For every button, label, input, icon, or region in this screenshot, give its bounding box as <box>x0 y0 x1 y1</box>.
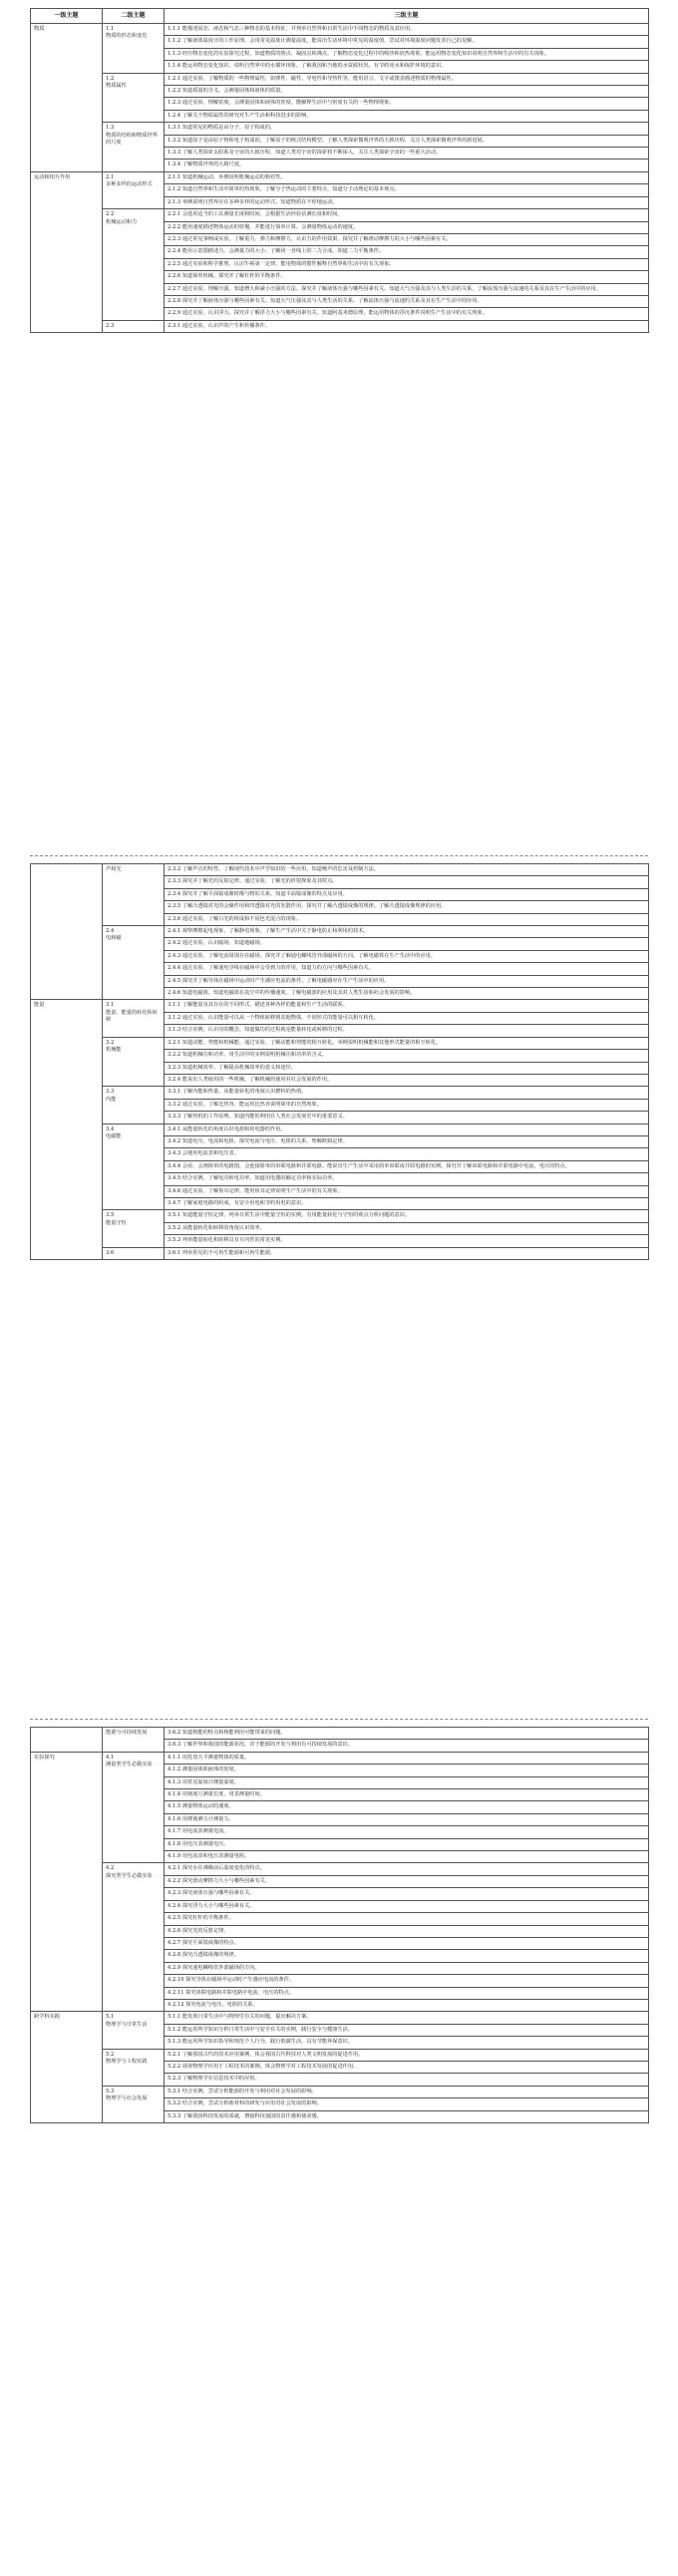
table-header-row <box>31 9 649 24</box>
level-3-topic-cell: 3.4.7 了解家庭电路的组成，有安全用电和节约用电的意识。 <box>165 1197 649 1209</box>
level-3-topic-cell: 4.1.4 用刻度尺测量长度，用表测量时间。 <box>165 1789 649 1801</box>
level-3-topic-cell: 3.2.2 知道机械功和功率。用生活中的实例说明机械功和功率的含义。 <box>165 1050 649 1062</box>
level-3-topic-cell: 4.1.3 用常见温度计测量温度。 <box>165 1776 649 1788</box>
level-1-topic-cell: 跨学科实践 <box>31 2012 103 2123</box>
level-3-topic-cell: 2.3.2 了解声音的特性。了解现代技术中声学知识的一些应用。知道噪声的危害及控制方法。 <box>165 864 649 876</box>
level-2-topic-cell: 5.3 物理学与社会发展 <box>103 2086 165 2122</box>
table-row <box>31 1728 649 1740</box>
header-level-1: 一级主题 <box>31 9 103 24</box>
level-3-topic-cell: 1.1.3 经历物态变化的实验探究过程，知道物质的熔点、凝固点和沸点，了解物态变化过程中的吸热和放热现象。能运用物态变化知识说明自然界和生活中的有关现象。 <box>165 48 649 60</box>
level-3-topic-cell: 4.2.5 探究杠杆的平衡条件。 <box>165 1913 649 1925</box>
table-row <box>31 1087 649 1099</box>
table-row <box>31 1037 649 1049</box>
level-3-topic-cell: 2.1.3 举例说明自然界存在多种多样的运动形式。知道物质在不停地运动。 <box>165 196 649 208</box>
level-3-topic-cell: 3.4.3 会使用电流表和电压表。 <box>165 1148 649 1160</box>
table-row <box>31 1752 649 1764</box>
table-row <box>31 123 649 135</box>
table-row <box>31 209 649 221</box>
table-segment-2 <box>30 863 648 1260</box>
level-3-topic-cell: 3.2.4 能说出人类使用的一些机械。了解机械的使用对社会发展的作用。 <box>165 1074 649 1086</box>
table-row <box>31 171 649 183</box>
level-3-topic-cell: 2.3.1 通过实验，认识声的产生和传播条件。 <box>165 320 649 332</box>
level-3-topic-cell: 2.4.4 通过实验，了解通电导线在磁场中会受到力的作用，知道力的方向与哪些因素有关。 <box>165 963 649 975</box>
level-3-topic-cell: 3.4.6 通过实验，了解焦耳定律。能用焦耳定律说明生产生活中的有关现象。 <box>165 1185 649 1197</box>
level-3-topic-cell: 4.1.8 用电压表测量电压。 <box>165 1838 649 1850</box>
level-3-topic-cell: 4.2.9 探究通电螺线管外部磁场的方向。 <box>165 1962 649 1974</box>
level-3-topic-cell: 2.1.1 知道机械运动，举例说明机械运动的相对性。 <box>165 171 649 183</box>
level-2-topic-cell: 2.1 多种多样的运动形式 <box>103 171 165 208</box>
level-3-topic-cell: 3.5.3 列举能量转化和转移具有方向性的常见实例。 <box>165 1235 649 1247</box>
level-3-topic-cell: 2.2.4 能用示意图描述力。会测量力的大小。了解同一直线上的二力合成。知道二力平衡条件。 <box>165 246 649 258</box>
level-3-topic-cell: 5.3.2 结合实例，尝试分析新材料的研发与应用对社会发展的影响。 <box>165 2098 649 2110</box>
level-3-topic-cell: 1.3.2 知道原子是由原子核和电子构成的，了解原子的核式结构模型。了解人类探索微观世界的大致历程，关注人类探索微观世界的新进展。 <box>165 135 649 147</box>
level-3-topic-cell: 3.3.1 了解内能和热量。从能量转化的角度认识燃料的热值。 <box>165 1087 649 1099</box>
level-3-topic-cell: 2.2.6 知道简单机械。探究并了解杠杆的平衡条件。 <box>165 271 649 283</box>
level-2-topic-cell: 2.4 电和磁 <box>103 926 165 1000</box>
level-1-topic-cell: 实验探究 <box>31 1752 103 2012</box>
level-3-topic-cell: 1.3.4 了解物质世界的大致尺度。 <box>165 160 649 171</box>
level-3-topic-cell: 1.2.2 知道质量的含义。会测量固体和液体的质量。 <box>165 86 649 98</box>
level-3-topic-cell: 4.2.12 探究电流与电压、电阻的关系。 <box>165 1999 649 2011</box>
level-3-topic-cell: 4.2.2 探究滑动摩擦力大小与哪些因素有关。 <box>165 1875 649 1887</box>
level-3-topic-cell: 3.2.1 知道动能、势能和机械能。通过实验，了解动能和势能的相互转化。举例说明机械能和其他形式能量的相互转化。 <box>165 1037 649 1049</box>
level-2-topic-cell: 4.1 测量类学生必做实验 <box>103 1752 165 1863</box>
level-2-topic-cell: 3.5 能量守恒 <box>103 1210 165 1247</box>
level-3-topic-cell: 2.2.8 探究并了解液体压强与哪些因素有关。知道大气压强及其与人类生活的关系。了解流体压强与流速的关系及其在生产生活中的应用。 <box>165 295 649 307</box>
level-3-topic-cell: 3.6.1 列举常见的不可再生能源和可再生能源。 <box>165 1247 649 1259</box>
level-3-topic-cell: 4.2.8 探究凸透镜成像的规律。 <box>165 1950 649 1962</box>
table-row <box>31 1863 649 1875</box>
level-2-topic-cell: 声和光 <box>103 864 165 926</box>
level-3-topic-cell: 4.2.6 探究光的反射定律。 <box>165 1925 649 1937</box>
table-row <box>31 926 649 938</box>
level-3-topic-cell: 1.3.1 知道常见的物质是由分子、原子构成的。 <box>165 123 649 135</box>
table-row <box>31 73 649 85</box>
level-3-topic-cell: 3.6.3 了解世界和我国的能源状况。对于能源的开发与利用有可持续发展的意识。 <box>165 1740 649 1752</box>
table-row <box>31 1124 649 1135</box>
level-3-topic-cell: 3.1.2 通过实验，认识能量可以从一个物体转移到其他物体，不同形式的能量可以相互转化。 <box>165 1012 649 1024</box>
level-2-topic-cell: 3.4 电磁能 <box>103 1124 165 1210</box>
level-3-topic-cell: 1.1.2 了解液体温度计的工作原理。会用常见温度计测量温度。能说出生活环境中常见的温度值，尝试对环境温度问题发表自己的见解。 <box>165 36 649 48</box>
table-row <box>31 2049 649 2061</box>
level-2-topic-cell: 5.2 物理学与工程实践 <box>103 2049 165 2086</box>
level-3-topic-cell: 4.1.9 用电流表和电压表测量电阻。 <box>165 1851 649 1863</box>
level-3-topic-cell: 3.4.5 结合实例，了解电功和电功率。知道用电器的额定功率和实际功率。 <box>165 1173 649 1185</box>
level-3-topic-cell: 2.2.1 会选用适当的工具测量长度和时间，会根据生活经验估测长度和时间。 <box>165 209 649 221</box>
level-3-topic-cell: 2.4.2 通过实验，认识磁场。知道地磁场。 <box>165 938 649 950</box>
level-1-topic-cell: 能量 <box>31 1000 103 1260</box>
level-2-topic-cell: 能源与可持续发展 <box>103 1728 165 1753</box>
level-3-topic-cell: 1.1.1 能描述固态、液态和气态三种物态的基本特征，并列举自然界和日常生活中不同物态的物质及其应用。 <box>165 24 649 36</box>
table-row <box>31 1000 649 1012</box>
level-3-topic-cell: 2.3.3 探究并了解光的反射定律。通过实验，了解光的折射现象及其特点。 <box>165 876 649 888</box>
level-3-topic-cell: 4.2.3 探究液体压强与哪些因素有关。 <box>165 1888 649 1900</box>
level-3-topic-cell: 4.1.5 测量物体运动的速度。 <box>165 1801 649 1813</box>
level-3-topic-cell: 1.2.3 通过实验，理解密度。会测量固体和液体的密度。能解释生活中与密度有关的一些物理现象。 <box>165 98 649 110</box>
level-3-topic-cell: 4.1.6 用弹簧测力计测量力。 <box>165 1813 649 1825</box>
level-2-topic-cell: 1.1 物质的形态和变化 <box>103 24 165 74</box>
level-3-topic-cell: 3.3.3 了解热机的工作原理。知道内能的利用在人类社会发展史中的重要意义。 <box>165 1112 649 1124</box>
level-3-topic-cell: 3.4.1 从能量转化的角度认识电源和用电器的作用。 <box>165 1124 649 1135</box>
level-3-topic-cell: 2.2.2 能用速度描述物体运动的快慢，并能进行简单计算。会测量物体运动的速度。 <box>165 221 649 233</box>
level-2-topic-cell: 5.1 物理学与日常生活 <box>103 2012 165 2049</box>
table-row <box>31 1247 649 1259</box>
level-2-topic-cell: 3.1 能量、能量的转化和转移 <box>103 1000 165 1037</box>
table-row <box>31 2012 649 2024</box>
level-3-topic-cell: 5.1.1 能发现日常生活中与物理学有关的问题，提出解决方案。 <box>165 2012 649 2024</box>
level-3-topic-cell: 4.2.11 探究串联电路和并联电路中电流、电压的特点。 <box>165 1987 649 1999</box>
level-3-topic-cell: 5.3.1 结合实例，尝试分析能源的开发与利用对社会发展的影响。 <box>165 2086 649 2097</box>
table-row <box>31 1210 649 1222</box>
level-3-topic-cell: 2.4.1 观察摩擦起电现象，了解静电现象。了解生产生活中关于静电防止和利用的技术。 <box>165 926 649 938</box>
level-3-topic-cell: 2.3.5 了解凸透镜对光的会聚作用和凹透镜对光的发散作用。探究并了解凸透镜成像的规律。了解凸透镜成像规律的应用。 <box>165 901 649 913</box>
table-row <box>31 864 649 876</box>
level-2-topic-cell: 3.6 <box>103 1247 165 1259</box>
level-2-topic-cell: 3.3 内能 <box>103 1087 165 1124</box>
level-3-topic-cell: 4.2.7 探究平面镜成像的特点。 <box>165 1937 649 1949</box>
level-1-topic-cell <box>31 864 103 1000</box>
level-3-topic-cell: 3.4.2 知道电压、电流和电阻。探究电流与电压、电阻的关系，理解欧姆定律。 <box>165 1135 649 1147</box>
level-3-topic-cell: 5.1.2 能运用所学知识分析日常生活中与安全有关的实例，践行安全与健康生活。 <box>165 2024 649 2036</box>
level-3-topic-cell: 2.2.7 通过实验，理解压强。知道增大和减小压强的方法。探究并了解液体压强与哪些因素有关。知道大气压强及其与人类生活的关系。了解流体压强与流速的关系及其在生产生活中的应用。 <box>165 283 649 295</box>
level-3-topic-cell: 1.2.4 了解关于物质属性的研究对生产生活和科技进步的影响。 <box>165 110 649 122</box>
level-3-topic-cell: 2.2.5 通过实验和科学推理，认识牛顿第一定律。能用物体的惯性解释自然界和生活中的有关现象。 <box>165 258 649 270</box>
level-3-topic-cell: 4.2.4 探究浮力大小与哪些因素有关。 <box>165 1900 649 1912</box>
level-3-topic-cell: 2.2.3 通过常见事例或实验，了解重力、弹力和摩擦力，认识力的作用效果。探究并了解滑动摩擦力的大小与哪些因素有关。 <box>165 233 649 245</box>
level-2-topic-cell: 1.3 物质的结构和物质世界的尺度 <box>103 123 165 172</box>
level-3-topic-cell: 5.2.3 了解物理学在信息技术中的应用。 <box>165 2074 649 2086</box>
level-3-topic-cell: 4.1.7 用电流表测量电流。 <box>165 1826 649 1838</box>
level-3-topic-cell: 2.4.6 知道电磁波。知道电磁波在真空中的传播速度。了解电磁波的应用及其对人类生活和社会发展的影响。 <box>165 988 649 1000</box>
level-2-topic-cell: 2.3 <box>103 320 165 332</box>
level-3-topic-cell: 3.1.1 了解能量及其存在的不同形式。描述各种各样的能量和生产生活的联系。 <box>165 1000 649 1012</box>
level-3-topic-cell: 2.1.2 知道自然界和生活中简单的热现象，了解分子热运动的主要特点，知道分子动理论的基本观点。 <box>165 184 649 196</box>
level-1-topic-cell: 物质 <box>31 24 103 172</box>
level-2-topic-cell: 3.2 机械能 <box>103 1037 165 1087</box>
level-3-topic-cell: 5.1.3 能运用所学知识指导和规范个人行为，践行低碳生活，具有节能环保意识。 <box>165 2037 649 2049</box>
level-3-topic-cell: 3.4.4 会看、会画简单的电路图。会连接简单的串联电路和并联电路。能说出生产生活中采用简单串联或并联电路的实例。探究并了解串联电路和并联电路中电流、电压的特点。 <box>165 1160 649 1172</box>
level-3-topic-cell: 4.2.1 探究水在沸腾前后温度变化的特点。 <box>165 1863 649 1875</box>
header-level-3: 三级主题 <box>165 9 649 24</box>
level-3-topic-cell: 2.3.6 通过实验，了解白光的组成和不同色光混合的现象。 <box>165 913 649 925</box>
level-3-topic-cell: 3.3.2 通过实验，了解比热容，能运用比热容说明简单的自然现象。 <box>165 1099 649 1111</box>
level-3-topic-cell: 3.6.2 知道核能的特点和核能利用可能带来的问题。 <box>165 1728 649 1740</box>
level-3-topic-cell: 2.4.3 通过实验，了解电流周围存在磁场。探究并了解通电螺线管外部磁场的方向。了解电磁铁在生产生活中的应用。 <box>165 950 649 962</box>
header-level-2: 二级主题 <box>103 9 165 24</box>
level-2-topic-cell: 1.2 物质属性 <box>103 73 165 123</box>
level-2-topic-cell: 4.2 探究类学生必做实验 <box>103 1863 165 2012</box>
level-3-topic-cell: 4.1.1 用托盘天平测量物体的质量。 <box>165 1752 649 1764</box>
table-row <box>31 320 649 332</box>
level-3-topic-cell: 3.2.3 知道机械效率。了解提高机械效率的意义和途径。 <box>165 1062 649 1074</box>
level-3-topic-cell: 4.2.10 探究导体在磁场中运动时产生感应电流的条件。 <box>165 1975 649 1987</box>
table-segment-1 <box>30 8 648 333</box>
level-3-topic-cell: 3.5.2 从能量转化和转移的角度认识效率。 <box>165 1222 649 1234</box>
level-3-topic-cell: 2.2.9 通过实验，认识浮力。探究并了解浮力大小与哪些因素有关。知道阿基米德原理，能运用物体的浮沉条件说明生产生活中的有关现象。 <box>165 308 649 320</box>
level-3-topic-cell: 1.2.1 通过实验，了解物质的一些物理属性，如弹性、磁性、导电性和导热性等，能用语言、文字或图表描述物质的物理属性。 <box>165 73 649 85</box>
page-break-divider <box>30 855 648 856</box>
level-3-topic-cell: 3.1.3 结合实例，认识功的概念。知道做功的过程就是能量转化或转移的过程。 <box>165 1025 649 1037</box>
level-3-topic-cell: 2.3.4 探究并了解平面镜成像时像与物的关系。知道平面镜成像的特点及应用。 <box>165 888 649 900</box>
level-1-topic-cell: 运动和相互作用 <box>31 171 103 332</box>
level-3-topic-cell: 3.5.1 知道能量守恒定律。列举日常生活中能量守恒的实例。有用能量转化与守恒的观点分析问题的意识。 <box>165 1210 649 1222</box>
level-3-topic-cell: 5.2.2 调查物理学应用于工程技术的案例，体会物理学对工程技术发展的促进作用。 <box>165 2061 649 2073</box>
page-break-divider <box>30 1719 648 1720</box>
table-row <box>31 2086 649 2097</box>
level-3-topic-cell: 5.2.1 了解我国古代的技术应用案例，体会我国古代科技对人类文明发展的促进作用。 <box>165 2049 649 2061</box>
table-segment-3 <box>30 1727 648 2123</box>
level-1-topic-cell <box>31 1728 103 1753</box>
level-3-topic-cell: 4.1.2 测量固体和液体的密度。 <box>165 1765 649 1776</box>
level-2-topic-cell: 2.2 机械运动和力 <box>103 209 165 321</box>
level-3-topic-cell: 1.1.4 能运用物态变化知识，说明自然界中的水循环现象。了解我国和当地的水资源状况，有节约用水和保护环境的意识。 <box>165 61 649 73</box>
level-3-topic-cell: 1.3.3 了解人类探索太阳系及宇宙的大致历程，知道人类对宇宙的探索将不断深入，关注人类探索宇宙的一些重大活动。 <box>165 148 649 160</box>
table-row <box>31 24 649 36</box>
level-3-topic-cell: 2.4.5 探究并了解导体在磁场中运动时产生感应电流的条件。了解电磁感应在生产生活中的应用。 <box>165 975 649 987</box>
level-3-topic-cell: 5.3.3 了解我国科技发展的成就，增强科技强国的责任感和使命感。 <box>165 2110 649 2122</box>
